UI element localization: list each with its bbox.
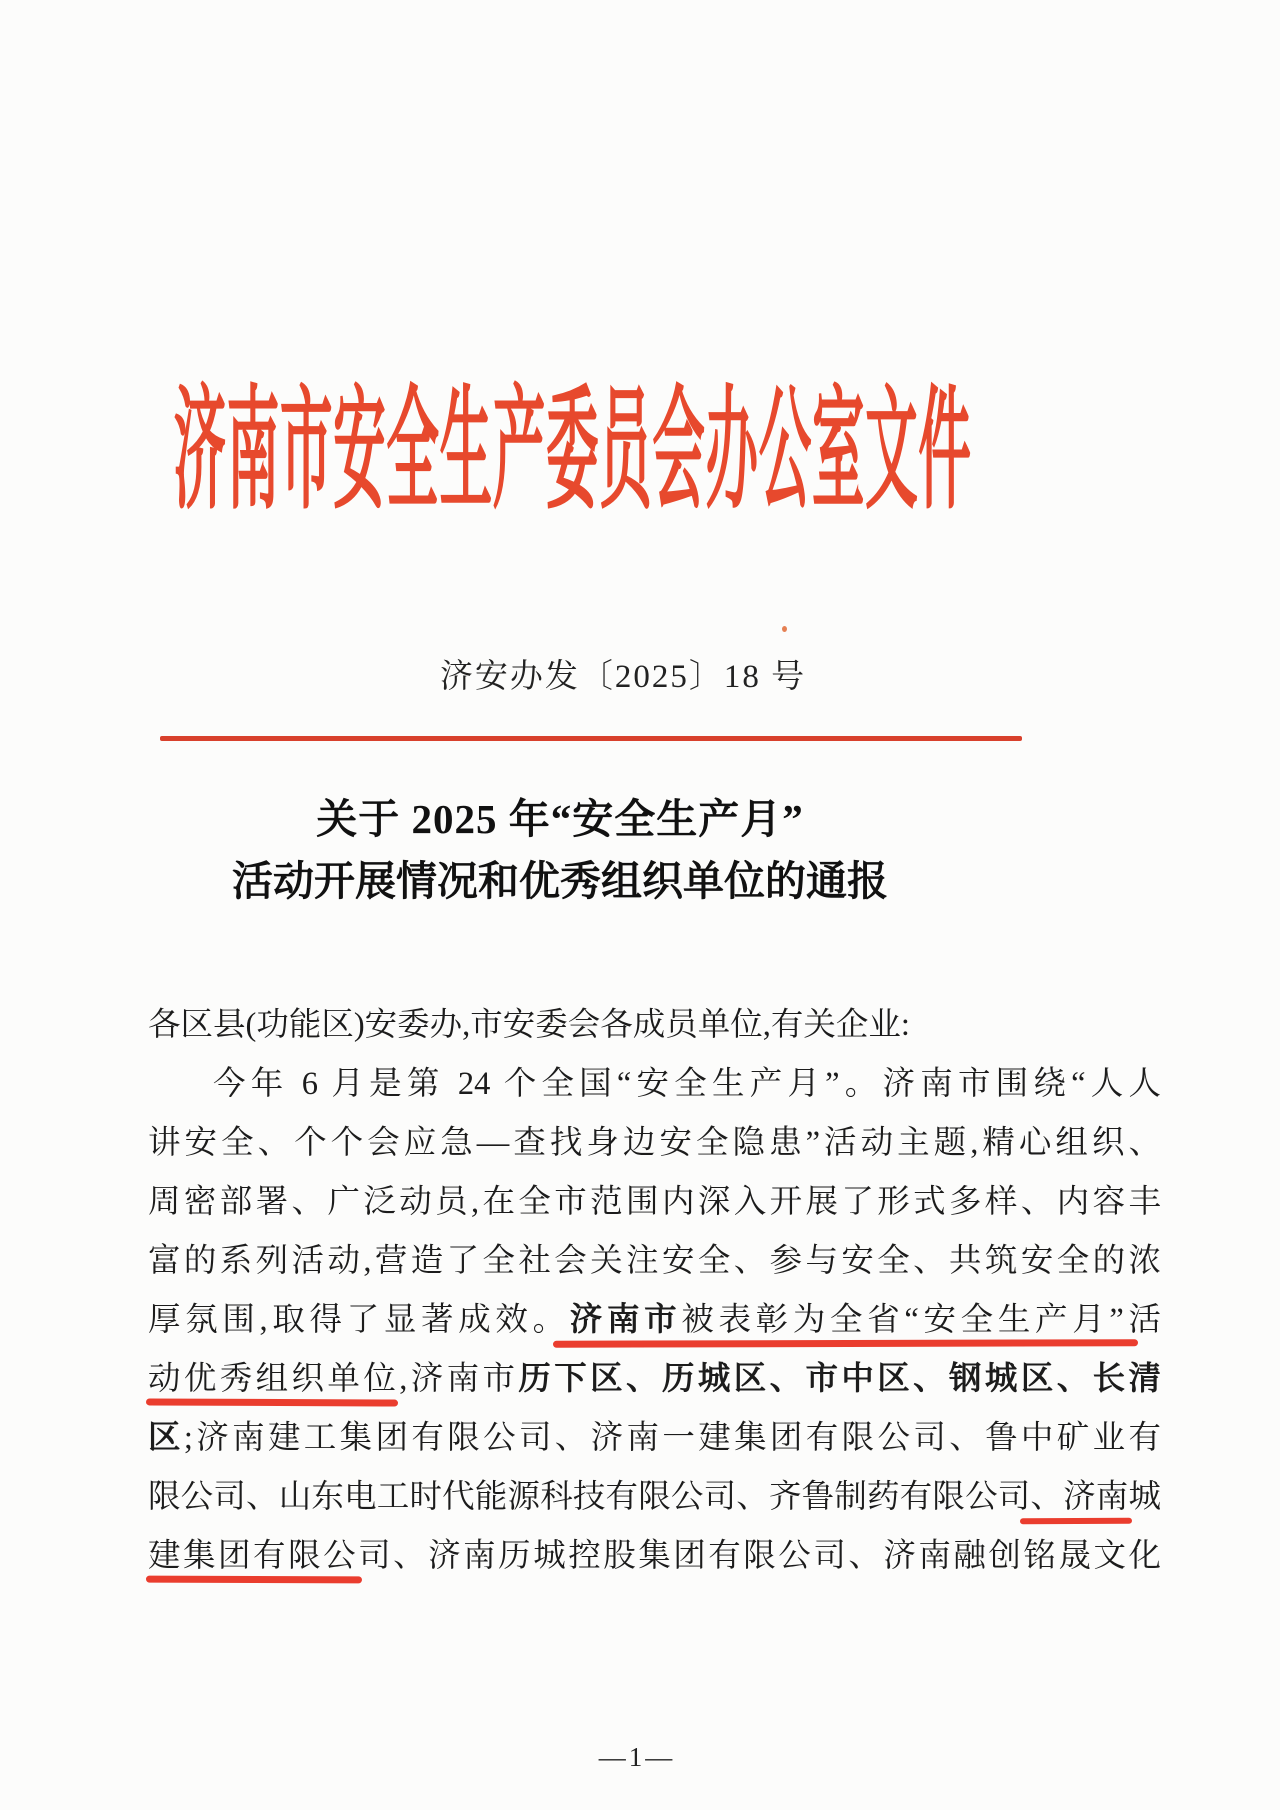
- bold-highlight: 历下区、历城区、市中区、钢城区、长清: [518, 1361, 1161, 1397]
- bold-highlight: 济南市: [569, 1302, 682, 1338]
- body-line: 讲安全、个个会应急—查找身边安全隐患”活动主题,精心组织、: [148, 1125, 1161, 1161]
- body-line: 厚氛围,取得了显著成效。济南市被表彰为全省“安全生产月”活: [148, 1302, 1161, 1338]
- red-underline-mark: [1020, 1518, 1132, 1525]
- body-line: 周密部署、广泛动员,在全市范围内深入开展了形式多样、内容丰: [148, 1184, 1161, 1220]
- body-line: 限公司、山东电工时代能源科技有限公司、齐鲁制药有限公司、济南城: [148, 1479, 1161, 1515]
- body-paragraph: [148, 996, 1161, 1586]
- body-line: 今年 6 月是第 24 个全国“安全生产月”。济南市围绕“人人: [213, 1066, 1161, 1102]
- masthead-title: 济南市安全生产委员会办公室文件: [173, 377, 972, 526]
- scan-artifact-dot: [782, 626, 787, 632]
- document-masthead: [0, 352, 1144, 524]
- document-title-line2: 活动开展情况和优秀组织单位的通报: [232, 858, 888, 904]
- red-separator-line: [160, 736, 1022, 741]
- document-number: 济安办发〔2025〕18 号: [439, 659, 807, 695]
- body-line: 动优秀组织单位,济南市历下区、历城区、市中区、钢城区、长清: [148, 1361, 1161, 1397]
- document-title-line1: 关于 2025 年“安全生产月”: [316, 796, 804, 842]
- body-line: 区;济南建工集团有限公司、济南一建集团有限公司、鲁中矿业有: [148, 1420, 1161, 1456]
- red-underline-mark: [146, 1398, 398, 1406]
- page-number: —1—: [598, 1742, 676, 1772]
- bold-highlight: 区: [148, 1420, 184, 1456]
- body-line: 建集团有限公司、济南历城控股集团有限公司、济南融创铭晟文化: [148, 1538, 1161, 1574]
- salutation-line: 各区县(功能区)安委办,市安委会各成员单位,有关企业:: [148, 1007, 910, 1043]
- body-line: 富的系列活动,营造了全社会关注安全、参与安全、共筑安全的浓: [148, 1243, 1161, 1279]
- document-title: [0, 788, 1120, 912]
- red-underline-mark: [146, 1576, 362, 1584]
